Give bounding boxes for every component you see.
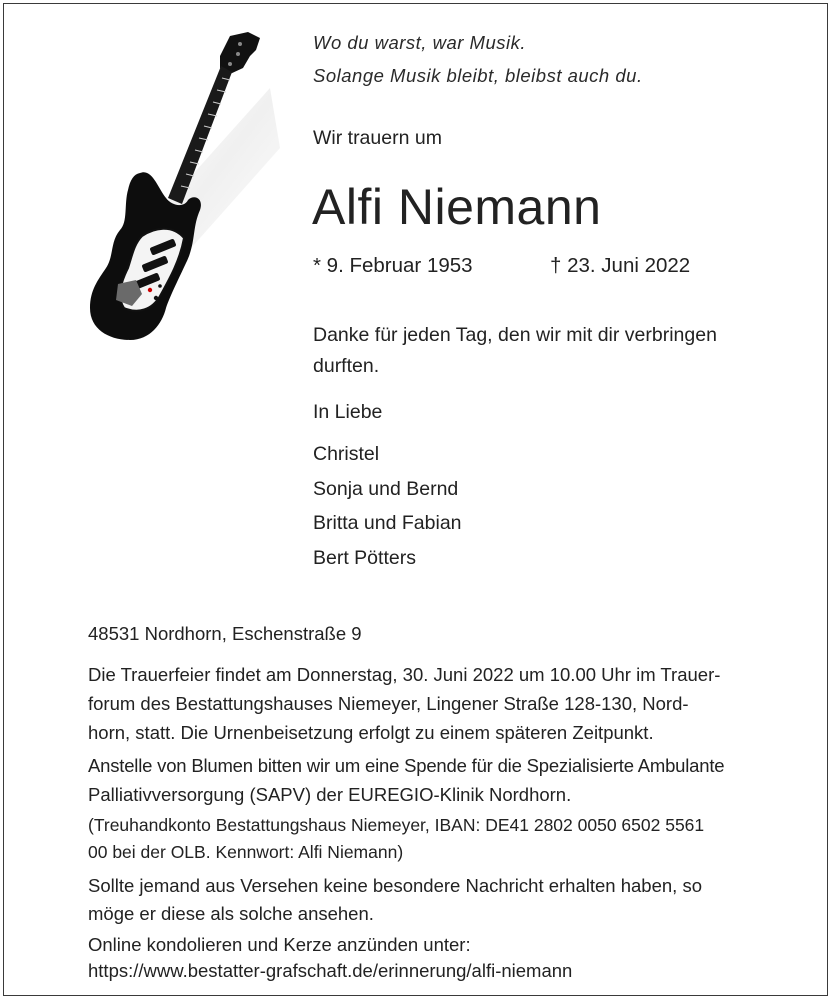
condolence-link[interactable]: https://www.bestatter-grafschaft.de/erinnerung/alfi-niemann xyxy=(88,960,573,981)
thanks-line-2: durften. xyxy=(313,355,380,377)
online-intro: Online kondolieren und Kerze anzünden unter: xyxy=(88,934,471,955)
mourner-name: Britta und Fabian xyxy=(313,512,462,534)
donation-line-2: Palliativversorgung (SAPV) der EUREGIO-Klinik Nordhorn. xyxy=(88,784,572,805)
address: 48531 Nordhorn, Eschenstraße 9 xyxy=(88,623,362,644)
mourner-name: Bert Pötters xyxy=(313,547,416,569)
thanks-line-1: Danke für jeden Tag, den wir mit dir verbringen xyxy=(313,324,717,346)
closing-text: In Liebe xyxy=(313,401,383,423)
intro-text: Wir trauern um xyxy=(313,127,442,149)
mourner-name: Christel xyxy=(313,443,380,465)
funeral-line-2: forum des Bestattungshauses Niemeyer, Lingener Straße 128-130, Nord- xyxy=(88,693,689,714)
notice-line-2: möge er diese als solche ansehen. xyxy=(88,903,374,924)
electric-guitar-icon xyxy=(80,28,280,348)
deceased-name: Alfi Niemann xyxy=(312,179,602,235)
mourner-name: Sonja und Bernd xyxy=(313,478,459,500)
notice-line-1: Sollte jemand aus Versehen keine besondere Nachricht erhalten haben, so xyxy=(88,875,702,896)
death-date: † 23. Juni 2022 xyxy=(550,254,691,277)
bank-line-1: (Treuhandkonto Bestattungshaus Niemeyer, IBAN: DE41 2802 0050 6502 5561 xyxy=(88,815,705,835)
motto-line-1: Wo du warst, war Musik. xyxy=(313,32,526,53)
funeral-line-1: Die Trauerfeier findet am Donnerstag, 30. Juni 2022 um 10.00 Uhr im Trauer- xyxy=(88,664,721,685)
funeral-line-3: horn, statt. Die Urnenbeisetzung erfolgt zu einem späteren Zeitpunkt. xyxy=(88,722,654,743)
bank-line-2: 00 bei der OLB. Kennwort: Alfi Niemann) xyxy=(88,842,404,862)
birth-date: * 9. Februar 1953 xyxy=(313,254,473,277)
motto-line-2: Solange Musik bleibt, bleibst auch du. xyxy=(313,65,643,86)
donation-line-1: Anstelle von Blumen bitten wir um eine Spende für die Spezialisierte Ambulante xyxy=(88,755,725,776)
